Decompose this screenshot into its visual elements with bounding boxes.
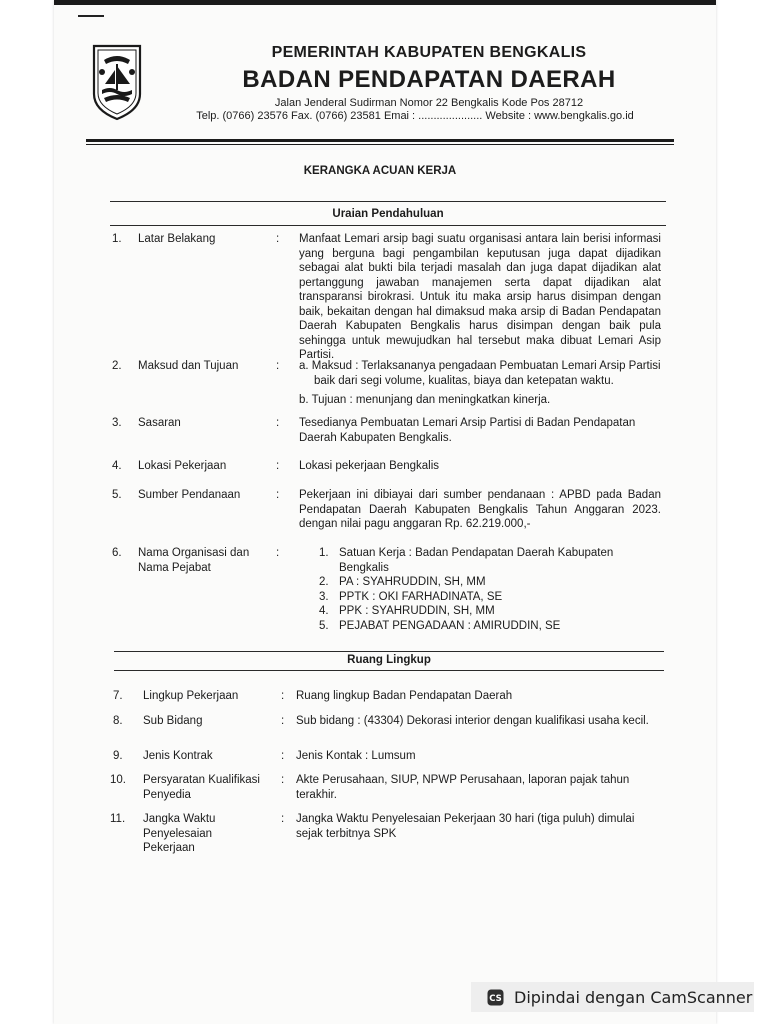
- official-entry: PA : SYAHRUDDIN, SH, MM: [339, 576, 486, 588]
- item-colon: :: [276, 460, 280, 472]
- location-text: Lokasi pekerjaan Bengkalis: [299, 460, 440, 472]
- government-name: PEMERINTAH KABUPATEN BENGKALIS: [271, 44, 587, 61]
- section-divider: [110, 201, 666, 202]
- item-number: 3.: [112, 417, 122, 429]
- official-entry: PEJABAT PENGADAAN : AMIRUDDIN, SE: [339, 619, 561, 632]
- item-label: Lingkup Pekerjaan: [143, 690, 239, 702]
- item-label: Latar Belakang: [138, 233, 216, 245]
- list-item: 4. PPK : SYAHRUDDIN, SH, MM: [319, 605, 495, 617]
- section-divider: [114, 651, 664, 652]
- list-item: 1. Satuan Kerja : Badan Pendapatan Daerah Kabupaten Bengkalis: [319, 547, 614, 574]
- item-colon: :: [276, 489, 280, 501]
- letterhead: [160, 44, 670, 122]
- section-title-pendahuluan: Uraian Pendahuluan: [332, 208, 444, 220]
- duration-text: Jangka Waktu Penyelesaian Pekerjaan 30 hari (tiga puluh) dimulai sejak terbitnya SPK: [296, 813, 635, 840]
- official-entry: PPK : SYAHRUDDIN, SH, MM: [339, 605, 495, 617]
- official-entry: PPTK : OKI FARHADINATA, SE: [339, 590, 503, 603]
- item-label: Sumber Pendanaan: [138, 489, 241, 501]
- camscanner-watermark: [471, 982, 754, 1012]
- item-colon: :: [281, 690, 285, 702]
- item-colon: :: [276, 547, 280, 559]
- item-number: 7.: [113, 690, 123, 702]
- letterhead-divider-thick: [86, 139, 674, 142]
- item-number: 2.: [112, 360, 122, 372]
- item-colon: :: [281, 715, 285, 727]
- item-colon: :: [276, 233, 280, 245]
- agency-name: BADAN PENDAPATAN DAERAH: [242, 66, 616, 93]
- section-divider: [114, 670, 664, 671]
- document-title: KERANGKA ACUAN KERJA: [303, 165, 457, 177]
- item-colon: :: [276, 417, 280, 429]
- sub-field-text: Sub bidang : (43304) Dekorasi interior dengan kualifikasi usaha kecil.: [296, 715, 649, 727]
- item-label: Sub Bidang: [143, 715, 203, 727]
- officials-list: [319, 546, 661, 633]
- item-colon: :: [281, 813, 285, 825]
- item-label: Lokasi Pekerjaan: [138, 460, 227, 472]
- item-label: Sasaran: [138, 417, 181, 429]
- item-number: 6.: [112, 547, 122, 559]
- item-number: 5.: [112, 489, 122, 501]
- item-label: Jenis Kontrak: [143, 750, 213, 762]
- list-item: 3. PPTK : OKI FARHADINATA, SE: [319, 590, 503, 603]
- contract-type-text: Jenis Kontak : Lumsum: [296, 750, 416, 762]
- purpose-text: a. Maksud : Terlaksananya pengadaan Pembuatan Lemari Arsip Partisi baik dari segi volume, kualitas, biaya dan ketepatan waktu.: [299, 360, 661, 387]
- item-colon: :: [276, 360, 280, 372]
- funding-text: Pekerjaan ini dibiayai dari sumber pendanaan : APBD pada Badan Pendapatan Daerah Kabupaten Bengkalis Tahun Anggaran 2023. dengan nilai pagu anggaran Rp. 62.219.000,-: [299, 489, 661, 530]
- item-number: 10.: [110, 774, 126, 786]
- qualification-text: Akte Perusahaan, SIUP, NPWP Perusahaan, laporan pajak tahun terakhir.: [296, 774, 630, 801]
- agency-contact: Telp. (0766) 23576 Fax. (0766) 23581 Emai : ..................... Website : www.bengkalis.go.id: [196, 110, 634, 122]
- list-item: 2. PA : SYAHRUDDIN, SH, MM: [319, 576, 486, 588]
- target-text: Tesedianya Pembuatan Lemari Arsip Partisi di Badan Pendapatan Daerah Kabupaten Bengkalis.: [299, 417, 636, 444]
- item-number: 9.: [113, 750, 123, 762]
- letterhead-divider-thin: [86, 144, 674, 145]
- item-number: 11.: [110, 813, 126, 825]
- item-label: Maksud dan Tujuan: [138, 360, 239, 372]
- svg-text:CS: CS: [489, 993, 502, 1004]
- agency-address: Jalan Jenderal Sudirman Nomor 22 Bengkalis Kode Pos 28712: [274, 97, 584, 109]
- bengkalis-crest-icon: [90, 42, 144, 122]
- section-title-ruang-lingkup: Ruang Lingkup: [347, 654, 431, 666]
- item-number: 1.: [112, 233, 122, 245]
- item-label: Nama Organisasi dan Nama Pejabat: [138, 547, 250, 574]
- list-item: 5. PEJABAT PENGADAAN : AMIRUDDIN, SE: [319, 619, 561, 632]
- scan-mark: [78, 15, 104, 17]
- objective-text: b. Tujuan : menunjang dan meningkatkan kinerja.: [299, 394, 551, 406]
- item-label: Persyaratan Kualifikasi Penyedia: [143, 774, 260, 801]
- item-colon: :: [281, 750, 285, 762]
- item-label: Jangka Waktu Penyelesaian Pekerjaan: [143, 813, 216, 854]
- item-number: 4.: [112, 460, 122, 472]
- item-number: 8.: [113, 715, 123, 727]
- camscanner-icon: [487, 989, 504, 1006]
- watermark-text: Dipindai dengan CamScanner: [514, 987, 753, 1007]
- background-text: Manfaat Lemari arsip bagi suatu organisasi antara lain berisi informasi yang berguna bagi pengambilan keputusan juga dapat dijadikan sebagai alat bukti bila terjadi masalah dan juga dapat dijadikan alat pertanggung jawaban manajemen serta dapat dijadikan alat transparansi birokrasi. Untuk itu maka arsip harus disimpan dengan baik, bekaitan dengan hal dimaksud maka arsip di Badan Pendapatan Daerah Kabupaten Bengkalis harus disimpan dengan baik pula sehingga untuk mewujudkan hal tersebut maka dibuat Lemari Asip Partisi.: [299, 233, 661, 361]
- scan-top-edge: [54, 0, 716, 5]
- scope-text: Ruang lingkup Badan Pendapatan Daerah: [296, 690, 513, 702]
- item-colon: :: [281, 774, 285, 786]
- official-entry: Satuan Kerja : Badan Pendapatan Daerah Kabupaten Bengkalis: [339, 547, 614, 574]
- section-divider: [110, 225, 666, 226]
